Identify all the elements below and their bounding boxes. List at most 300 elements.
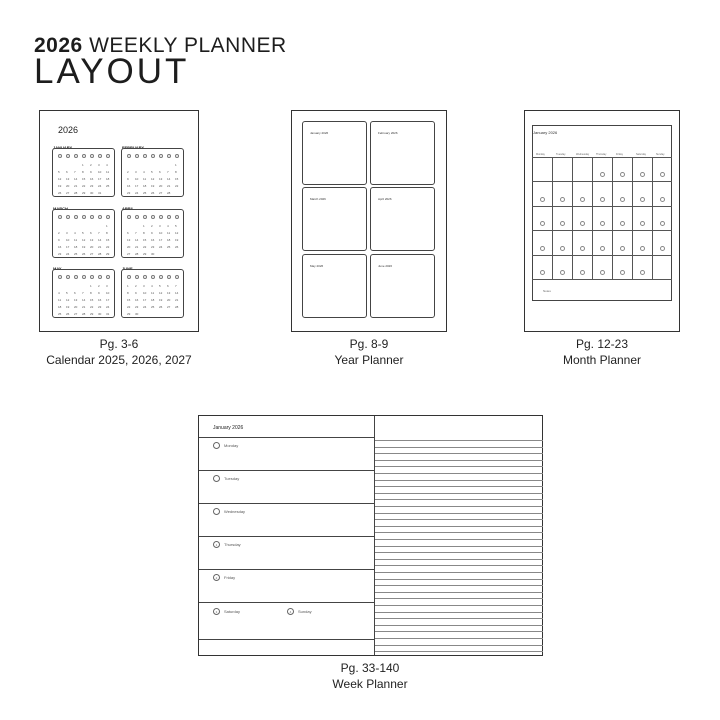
- day-number: 18: [74, 245, 78, 249]
- day-number-circle: [213, 508, 220, 515]
- day-number: 12: [58, 177, 62, 181]
- day-number: 16: [90, 177, 94, 181]
- day-number: 26: [82, 252, 86, 256]
- weekday-dot: [106, 215, 110, 219]
- week-planner-page-preview: [198, 415, 543, 656]
- day-number: 20: [159, 184, 163, 188]
- month-planner-notes-label: Notes: [543, 289, 551, 293]
- ruled-line: [375, 440, 543, 441]
- day-number: 9: [135, 291, 137, 295]
- day-number: 1: [127, 284, 129, 288]
- day-number: 1: [82, 163, 84, 167]
- day-number: 5: [159, 284, 161, 288]
- day-number: 24: [106, 305, 110, 309]
- day-number: 29: [127, 312, 131, 316]
- ruled-line: [375, 460, 543, 461]
- weekday-dot: [58, 215, 62, 219]
- day-number: 6: [74, 291, 76, 295]
- day-number: 21: [175, 298, 179, 302]
- day-name: Wednesday: [224, 509, 246, 514]
- day-number: 9: [127, 177, 129, 181]
- day-number: 5: [58, 170, 60, 174]
- day-number: 30: [98, 312, 102, 316]
- day-number: 16: [135, 298, 139, 302]
- day-number: 2: [98, 284, 100, 288]
- weekday-dot: [82, 275, 86, 279]
- month-day-dot: [660, 246, 665, 251]
- day-number: 17: [106, 298, 110, 302]
- day-number: 2: [90, 163, 92, 167]
- month-planner-weekday: Saturday: [636, 153, 647, 156]
- day-number: 15: [143, 238, 147, 242]
- year-planner-month-box: [302, 187, 367, 251]
- day-number: 2: [135, 284, 137, 288]
- day-number: 4: [74, 231, 76, 235]
- ruled-line: [375, 579, 543, 580]
- day-number: 26: [66, 312, 70, 316]
- day-number: 14: [98, 238, 102, 242]
- day-number-circle: 1: [213, 541, 220, 548]
- day-number: 21: [74, 184, 78, 188]
- ruled-line: [375, 585, 543, 586]
- day-number: 29: [106, 252, 110, 256]
- month-planner-caption-pages: Pg. 12-23: [575, 337, 629, 351]
- day-number: 4: [143, 170, 145, 174]
- month-day-dot: [600, 270, 605, 275]
- weekday-dot: [143, 215, 147, 219]
- day-number: 12: [66, 298, 70, 302]
- day-number: 12: [175, 231, 179, 235]
- day-number: 15: [127, 298, 131, 302]
- weekday-dot: [159, 154, 163, 158]
- day-number: 1: [175, 163, 177, 167]
- day-number: 27: [90, 252, 94, 256]
- weekday-dot: [58, 154, 62, 158]
- month-day-dot: [640, 246, 645, 251]
- day-number: 13: [66, 177, 70, 181]
- week-planner-caption-name: Week Planner: [332, 677, 408, 691]
- day-number: 7: [175, 284, 177, 288]
- day-number: 18: [58, 305, 62, 309]
- weekday-dot: [167, 215, 171, 219]
- month-grid-row-line: [532, 157, 672, 158]
- day-number: 7: [74, 170, 76, 174]
- weekday-dot: [175, 154, 179, 158]
- day-number: 30: [90, 191, 94, 195]
- ruled-line: [375, 638, 543, 639]
- year-planner-month-box: [302, 254, 367, 318]
- weekday-dot: [151, 154, 155, 158]
- day-number: 7: [98, 231, 100, 235]
- day-number: 11: [151, 291, 155, 295]
- day-number: 6: [66, 170, 68, 174]
- calendar-month-box: [52, 209, 115, 258]
- day-name: Tuesday: [224, 476, 240, 481]
- year-planner-month-label: April 2026: [378, 197, 392, 201]
- day-number: 28: [175, 305, 179, 309]
- day-number: 14: [82, 298, 86, 302]
- month-grid-col-line: [592, 157, 593, 279]
- year-planner-month-label: February 2026: [378, 131, 398, 135]
- day-number: 5: [175, 224, 177, 228]
- month-day-dot: [620, 197, 625, 202]
- day-number: 17: [143, 298, 147, 302]
- week-planner-title: January 2026: [213, 425, 244, 431]
- ruled-line: [375, 651, 543, 652]
- day-number: 23: [127, 191, 131, 195]
- weekday-dot: [143, 275, 147, 279]
- day-number: 8: [175, 170, 177, 174]
- month-day-dot: [620, 246, 625, 251]
- weekday-dot: [175, 215, 179, 219]
- day-number: 29: [143, 252, 147, 256]
- day-row-separator: [199, 470, 374, 471]
- day-number: 24: [66, 252, 70, 256]
- ruled-line: [375, 605, 543, 606]
- day-number: 9: [90, 170, 92, 174]
- day-number: 19: [82, 245, 86, 249]
- year-planner-month-label: June 2026: [378, 264, 393, 268]
- day-number: 12: [82, 238, 86, 242]
- day-number: 21: [98, 245, 102, 249]
- weekday-dot: [74, 154, 78, 158]
- month-planner-title: January 2026: [533, 130, 558, 135]
- day-number: 26: [159, 305, 163, 309]
- day-number: 10: [159, 231, 163, 235]
- day-number: 8: [143, 231, 145, 235]
- year-planner-month-label: May 2026: [310, 264, 324, 268]
- month-planner-weekday: Friday: [616, 153, 623, 156]
- day-number: 7: [135, 231, 137, 235]
- day-number: 20: [90, 245, 94, 249]
- month-planner-page-preview: [524, 110, 680, 332]
- calendar-month-label: JUNE: [122, 266, 133, 271]
- day-number-circle: [213, 442, 220, 449]
- day-number: 19: [159, 298, 163, 302]
- day-number: 12: [151, 177, 155, 181]
- weekday-dot: [135, 154, 139, 158]
- day-number: 1: [90, 284, 92, 288]
- month-day-dot: [580, 270, 585, 275]
- month-day-dot: [560, 246, 565, 251]
- day-number: 5: [66, 291, 68, 295]
- day-row-separator: [199, 569, 374, 570]
- day-number: 8: [106, 231, 108, 235]
- weekday-dot: [90, 275, 94, 279]
- month-day-dot: [560, 197, 565, 202]
- day-number: 8: [90, 291, 92, 295]
- weekday-dot: [58, 275, 62, 279]
- day-number: 27: [127, 252, 131, 256]
- month-grid-row-line: [532, 206, 672, 207]
- day-number: 4: [151, 284, 153, 288]
- day-number: 3: [98, 163, 100, 167]
- day-number: 9: [98, 291, 100, 295]
- day-number: 15: [175, 177, 179, 181]
- weekday-dot: [90, 215, 94, 219]
- day-number: 15: [106, 238, 110, 242]
- day-number: 3: [143, 284, 145, 288]
- day-number: 25: [143, 191, 147, 195]
- day-number: 29: [90, 312, 94, 316]
- ruled-line: [375, 572, 543, 573]
- month-grid-col-line: [612, 157, 613, 279]
- day-number: 14: [175, 291, 179, 295]
- ruled-line: [375, 631, 543, 632]
- calendar-month-label: JANUARY: [53, 145, 73, 150]
- day-number: 23: [151, 245, 155, 249]
- month-grid-row-line: [532, 279, 672, 280]
- day-number: 16: [151, 238, 155, 242]
- day-number: 20: [74, 305, 78, 309]
- month-day-dot: [600, 197, 605, 202]
- year-planner-caption-name: Year Planner: [334, 353, 404, 367]
- day-row-separator: [199, 602, 374, 603]
- year-planner-month-label: January 2026: [310, 131, 329, 135]
- day-number: 6: [167, 284, 169, 288]
- month-grid-col-line: [572, 157, 573, 279]
- day-number-circle: 3: [213, 608, 220, 615]
- month-day-dot: [640, 270, 645, 275]
- weekday-dot: [66, 275, 70, 279]
- weekday-dot: [159, 215, 163, 219]
- day-number: 13: [159, 177, 163, 181]
- calendar-caption-name: Calendar 2025, 2026, 2027: [46, 353, 192, 367]
- month-grid-col-line: [652, 157, 653, 279]
- month-day-dot: [620, 270, 625, 275]
- day-number: 1: [143, 224, 145, 228]
- month-grid-row-line: [532, 255, 672, 256]
- day-name: Monday: [224, 443, 239, 448]
- day-number: 24: [135, 191, 139, 195]
- day-number: 11: [106, 170, 110, 174]
- ruled-line: [375, 618, 543, 619]
- day-number: 22: [106, 245, 110, 249]
- day-number: 23: [135, 305, 139, 309]
- day-number: 15: [82, 177, 86, 181]
- day-number: 24: [98, 184, 102, 188]
- calendar-year: 2026: [58, 125, 79, 135]
- month-day-dot: [540, 246, 545, 251]
- calendar-month-box: [52, 148, 115, 197]
- day-number: 21: [135, 245, 139, 249]
- day-number: 27: [167, 305, 171, 309]
- day-number: 10: [66, 238, 70, 242]
- day-number: 2: [127, 170, 129, 174]
- ruled-line: [375, 473, 543, 474]
- day-number: 7: [82, 291, 84, 295]
- day-number: 30: [135, 312, 139, 316]
- day-number: 4: [106, 163, 108, 167]
- year-planner-month-label: March 2026: [310, 197, 326, 201]
- day-number: 11: [143, 177, 147, 181]
- weekday-dot: [74, 215, 78, 219]
- day-number: 10: [135, 177, 139, 181]
- day-number: 4: [58, 291, 60, 295]
- ruled-line: [375, 513, 543, 514]
- day-number: 7: [167, 170, 169, 174]
- day-number: 26: [175, 245, 179, 249]
- week-planner-header-separator: [199, 437, 374, 438]
- ruled-line: [375, 559, 543, 560]
- day-number: 19: [58, 184, 62, 188]
- day-number: 17: [159, 238, 163, 242]
- day-number: 18: [143, 184, 147, 188]
- day-number: 9: [58, 238, 60, 242]
- day-number: 27: [159, 191, 163, 195]
- month-grid-col-line: [632, 157, 633, 279]
- day-number: 13: [74, 298, 78, 302]
- day-row-separator: [199, 503, 374, 504]
- month-planner-caption-name: Month Planner: [562, 353, 642, 367]
- year-planner-month-box: [302, 121, 367, 185]
- ruled-line: [375, 565, 543, 566]
- day-number: 28: [167, 191, 171, 195]
- weekday-dot: [66, 215, 70, 219]
- weekend-row-separator: [199, 639, 374, 640]
- day-number: 16: [58, 245, 62, 249]
- ruled-line: [375, 493, 543, 494]
- calendar-month-box: [121, 148, 184, 197]
- day-number: 22: [82, 184, 86, 188]
- month-grid-col-line: [552, 157, 553, 279]
- weekday-dot: [127, 275, 131, 279]
- day-number: 28: [82, 312, 86, 316]
- calendar-month-box: [121, 269, 184, 318]
- day-number: 24: [159, 245, 163, 249]
- day-number: 17: [135, 184, 139, 188]
- month-day-dot: [600, 246, 605, 251]
- page-subtitle: LAYOUT: [34, 52, 190, 91]
- weekday-dot: [98, 275, 102, 279]
- calendar-month-label: APRIL: [122, 206, 134, 211]
- month-day-dot: [560, 270, 565, 275]
- month-day-dot: [640, 197, 645, 202]
- ruled-line: [375, 499, 543, 500]
- day-number-circle: 2: [213, 574, 220, 581]
- day-number: 22: [143, 245, 147, 249]
- weekday-dot: [106, 275, 110, 279]
- month-day-dot: [540, 197, 545, 202]
- month-planner-weekday: Monday: [536, 153, 545, 156]
- title-year: 2026: [34, 34, 83, 57]
- calendar-month-label: MARCH: [53, 206, 68, 211]
- day-number: 19: [175, 238, 179, 242]
- day-name: Thursday: [224, 542, 241, 547]
- day-name: Friday: [224, 575, 236, 580]
- day-number: 1: [106, 224, 108, 228]
- weekday-dot: [135, 215, 139, 219]
- calendar-month-label: FEBRUARY: [122, 145, 145, 150]
- day-number: 25: [151, 305, 155, 309]
- day-number: 2: [58, 231, 60, 235]
- ruled-line: [375, 625, 543, 626]
- ruled-line: [375, 598, 543, 599]
- day-number: 6: [159, 170, 161, 174]
- day-number: 10: [143, 291, 147, 295]
- day-number: 5: [82, 231, 84, 235]
- day-number: 4: [167, 224, 169, 228]
- year-planner-month-box: [370, 121, 435, 185]
- weekday-dot: [127, 154, 131, 158]
- ruled-line: [375, 552, 543, 553]
- day-number: 28: [74, 191, 78, 195]
- ruled-line: [375, 539, 543, 540]
- day-number: 8: [82, 170, 84, 174]
- day-number: 23: [58, 252, 62, 256]
- year-planner-page-preview: [291, 110, 447, 332]
- calendar-caption-pages: Pg. 3-6: [99, 337, 139, 351]
- week-planner-caption-pages: Pg. 33-140: [340, 661, 400, 675]
- day-number: 22: [90, 305, 94, 309]
- day-number: 5: [151, 170, 153, 174]
- ruled-line: [375, 592, 543, 593]
- day-number: 3: [159, 224, 161, 228]
- day-number: 3: [66, 231, 68, 235]
- week-planner-caption: [270, 660, 470, 692]
- day-number: 25: [58, 312, 62, 316]
- day-number: 23: [90, 184, 94, 188]
- ruled-line: [375, 519, 543, 520]
- day-number: 30: [151, 252, 155, 256]
- day-number: 6: [127, 231, 129, 235]
- day-number: 13: [167, 291, 171, 295]
- day-row-separator: [199, 536, 374, 537]
- day-number: 29: [82, 191, 86, 195]
- year-planner-caption: [269, 336, 469, 368]
- ruled-line: [375, 532, 543, 533]
- weekday-dot: [151, 215, 155, 219]
- ruled-line: [375, 645, 543, 646]
- day-number: 14: [74, 177, 78, 181]
- day-number: 11: [58, 298, 62, 302]
- weekday-dot: [167, 275, 171, 279]
- month-planner-caption: [502, 336, 702, 368]
- day-name: Saturday: [224, 609, 241, 614]
- month-day-dot: [660, 197, 665, 202]
- calendar-page-preview: [39, 110, 199, 332]
- ruled-line: [375, 612, 543, 613]
- day-number: 3: [135, 170, 137, 174]
- day-number: 9: [151, 231, 153, 235]
- weekday-dot: [135, 275, 139, 279]
- day-number: 20: [66, 184, 70, 188]
- day-number: 21: [82, 305, 86, 309]
- day-number: 3: [106, 284, 108, 288]
- weekday-dot: [127, 215, 131, 219]
- day-name: Sunday: [298, 609, 312, 614]
- weekday-dot: [143, 154, 147, 158]
- day-number: 16: [98, 298, 102, 302]
- day-number: 21: [167, 184, 171, 188]
- day-number: 14: [167, 177, 171, 181]
- weekday-dot: [82, 154, 86, 158]
- day-number: 6: [90, 231, 92, 235]
- day-number: 26: [151, 191, 155, 195]
- day-number: 2: [151, 224, 153, 228]
- day-number-circle: [213, 475, 220, 482]
- month-planner-weekday: Thursday: [596, 153, 607, 156]
- ruled-line: [375, 486, 543, 487]
- day-number: 28: [135, 252, 139, 256]
- calendar-month-box: [52, 269, 115, 318]
- day-number: 25: [167, 245, 171, 249]
- ruled-line: [375, 480, 543, 481]
- day-number: 18: [151, 298, 155, 302]
- month-planner-weekday: Tuesday: [556, 153, 566, 156]
- weekday-dot: [74, 275, 78, 279]
- title-text: WEEKLY PLANNER: [89, 34, 287, 57]
